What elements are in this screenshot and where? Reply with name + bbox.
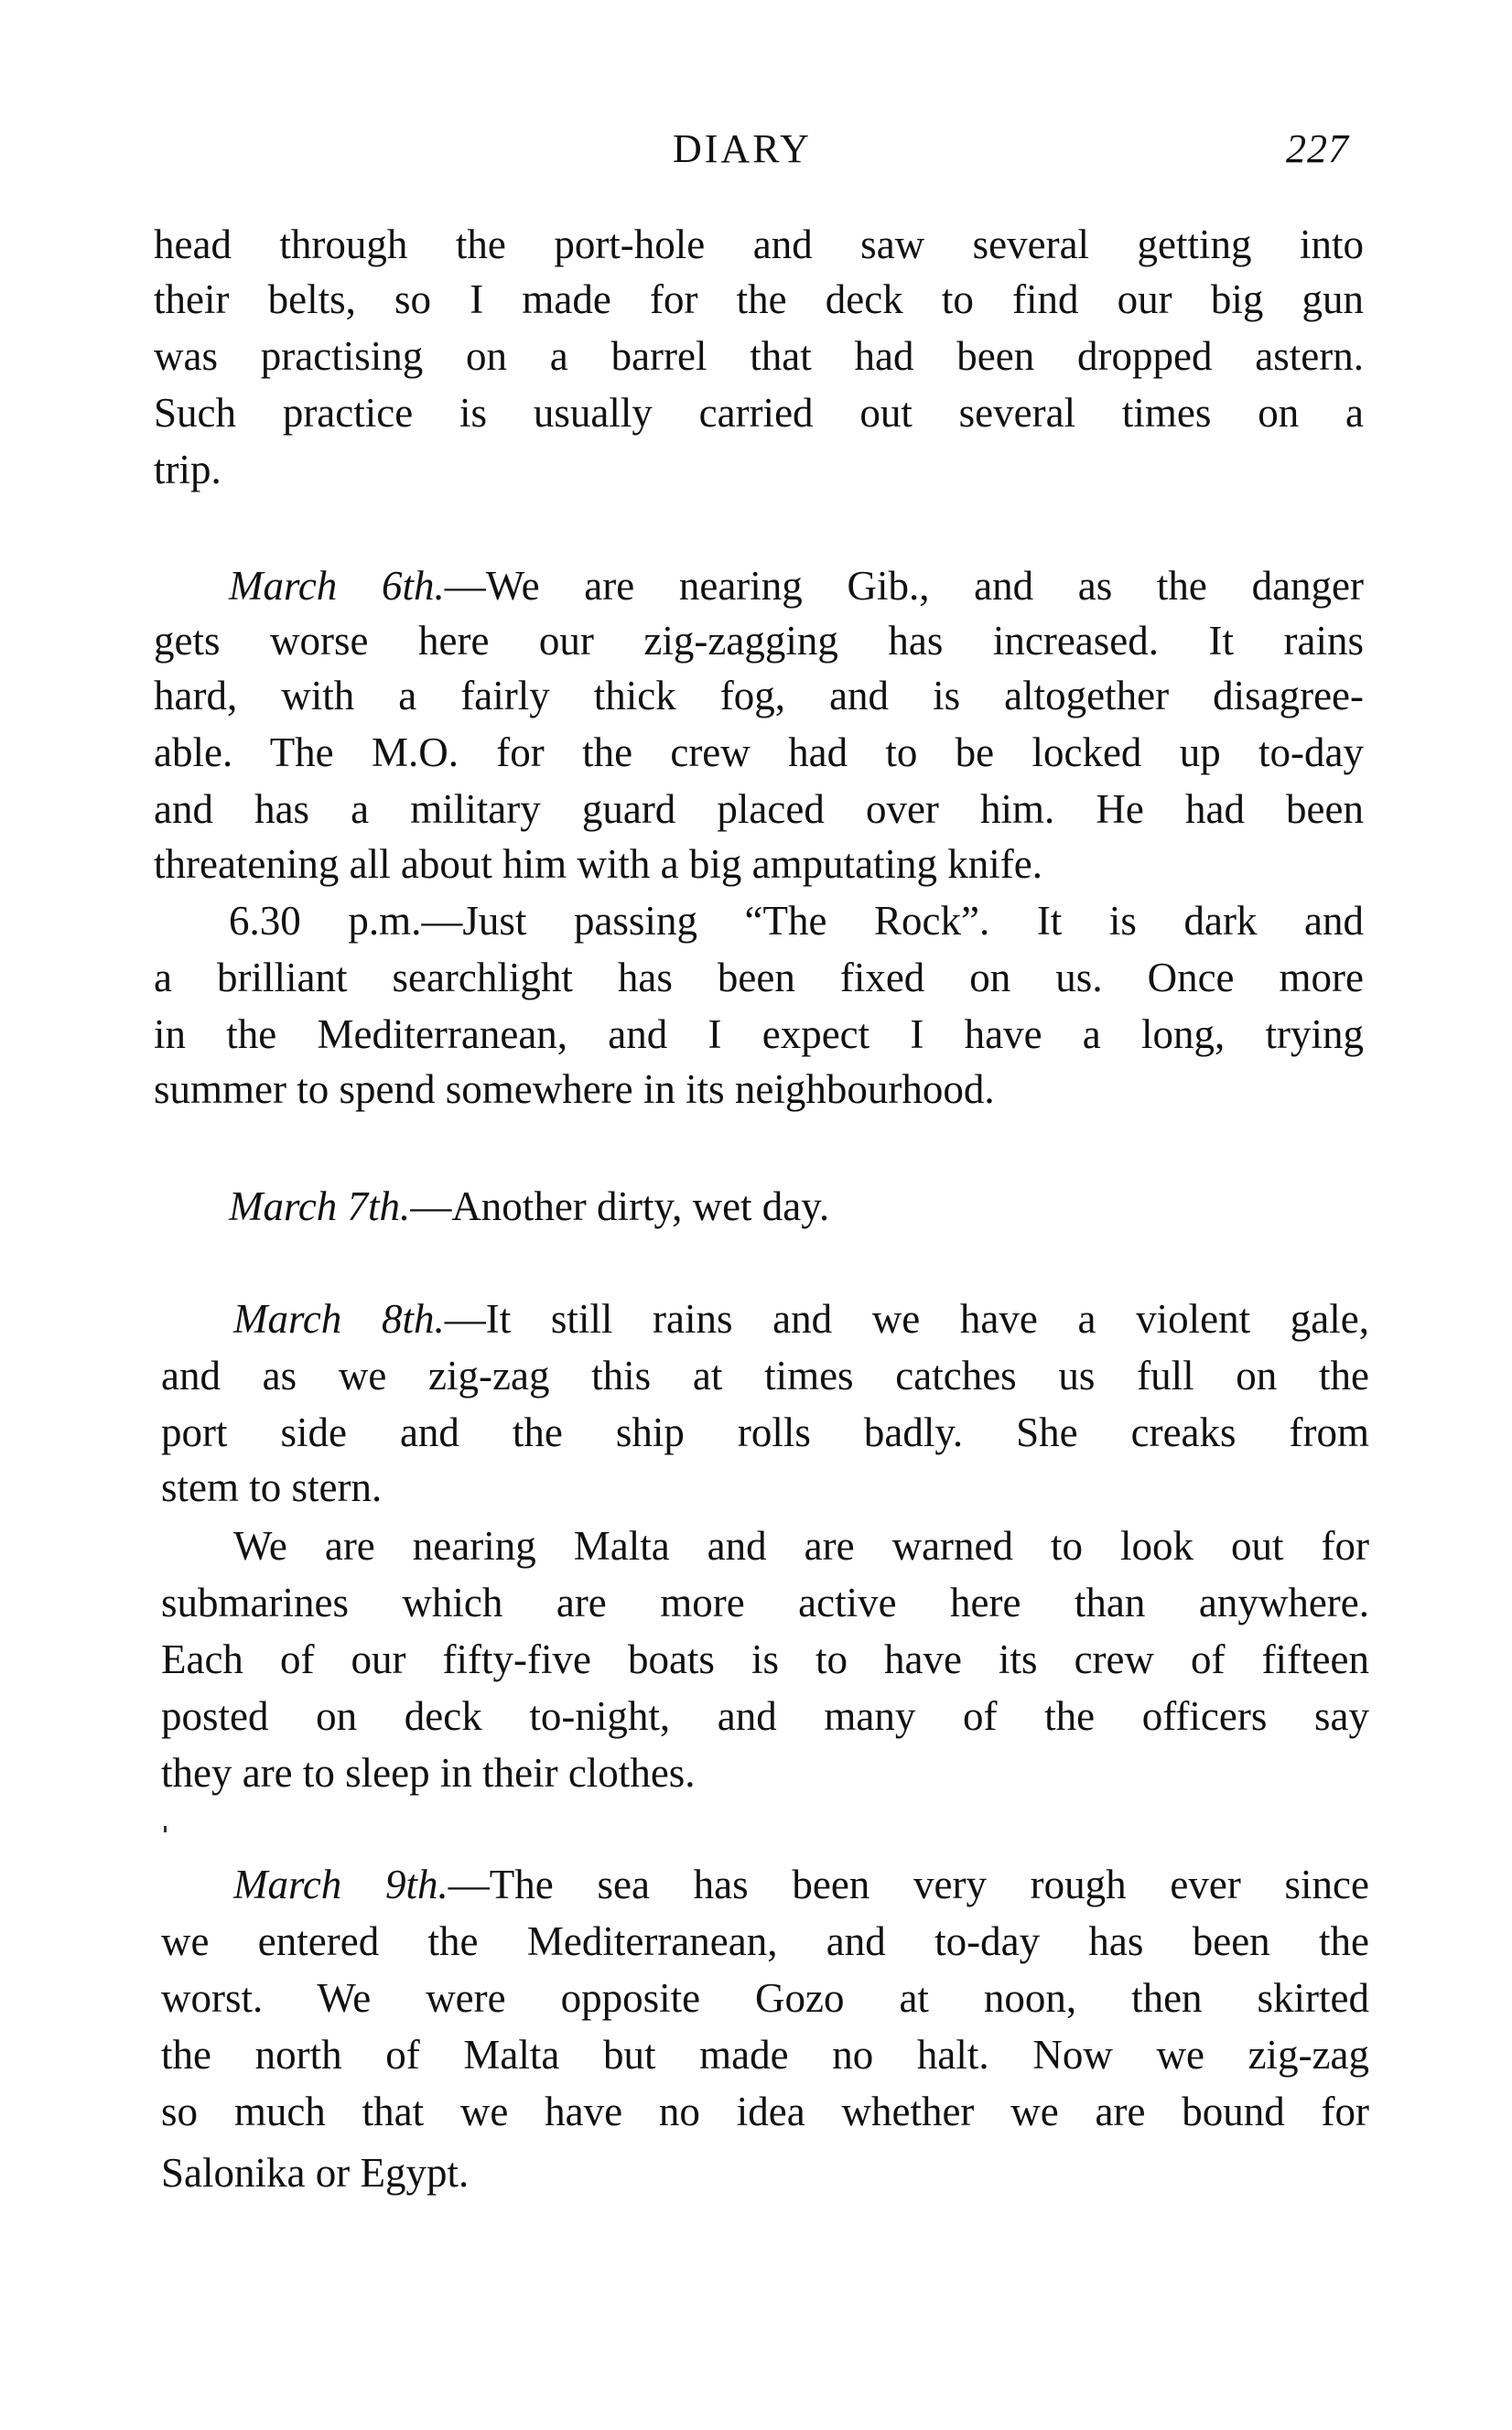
text-line: they are to sleep in their clothes. xyxy=(161,1750,696,1796)
text-line: the north of Malta but made no halt. Now we zig-zag xyxy=(161,2032,1369,2078)
text-line: Such practice is usually carried out several times on a xyxy=(154,390,1364,436)
text-line: was practising on a barrel that had been dropped astern. xyxy=(154,333,1364,379)
text-line: posted on deck to-night, and many of the officers say xyxy=(161,1693,1369,1739)
entry-date: March 7th. xyxy=(229,1183,411,1229)
print-speck xyxy=(164,1826,167,1832)
text-line: we entered the Mediterranean, and to-day has been the xyxy=(161,1918,1369,1964)
entry-date: March 9th. xyxy=(233,1862,448,1907)
text-line: able. The M.O. for the crew had to be locked up to-day xyxy=(154,729,1364,775)
text-line: a brilliant searchlight has been fixed on us. Once more xyxy=(154,955,1364,1000)
page-number: 227 xyxy=(1286,126,1349,171)
text-line: threatening all about him with a big amputating knife. xyxy=(154,841,1043,887)
text-line: worst. We were opposite Gozo at noon, then skirted xyxy=(161,1975,1369,2021)
text-line: so much that we have no idea whether we are bound for xyxy=(161,2089,1369,2134)
text-line: and has a military guard placed over him. He had been xyxy=(154,786,1364,832)
text-line: in the Mediterranean, and I expect I have a long, trying xyxy=(154,1011,1364,1057)
running-header: DIARY xyxy=(673,126,812,171)
text-line: Salonika or Egypt. xyxy=(161,2150,470,2196)
text-line: stem to stern. xyxy=(161,1464,383,1510)
entry-date: March 6th. xyxy=(229,563,445,609)
text-line: summer to spend somewhere in its neighbourhood. xyxy=(154,1066,995,1112)
entry-date: March 8th. xyxy=(233,1296,445,1342)
text-line: port side and the ship rolls badly. She creaks from xyxy=(161,1409,1369,1455)
text-line: their belts, so I made for the deck to find our big gun xyxy=(154,276,1364,322)
text-line: March 8th.—It still rains and we have a violent gale, xyxy=(233,1296,1369,1342)
text-line: March 6th.—We are nearing Gib., and as the danger xyxy=(229,563,1364,609)
text-line: We are nearing Malta and are warned to look out for xyxy=(233,1523,1369,1569)
text-line: Each of our fifty-five boats is to have its crew of fifteen xyxy=(161,1636,1369,1682)
text-line: head through the port-hole and saw several getting into xyxy=(154,221,1364,267)
text-line: March 9th.—The sea has been very rough ever since xyxy=(233,1862,1369,1907)
text-line: March 7th.—Another dirty, wet day. xyxy=(229,1183,830,1229)
text-line: trip. xyxy=(154,447,221,492)
text-line: submarines which are more active here than anywhere. xyxy=(161,1580,1369,1625)
text-line: and as we zig-zag this at times catches us full on the xyxy=(161,1353,1369,1399)
text-line: hard, with a fairly thick fog, and is altogether disagree- xyxy=(154,673,1364,718)
text-line: 6.30 p.m.—Just passing “The Rock”. It is dark and xyxy=(229,898,1364,944)
text-line: gets worse here our zig-zagging has increased. It rains xyxy=(154,618,1364,664)
